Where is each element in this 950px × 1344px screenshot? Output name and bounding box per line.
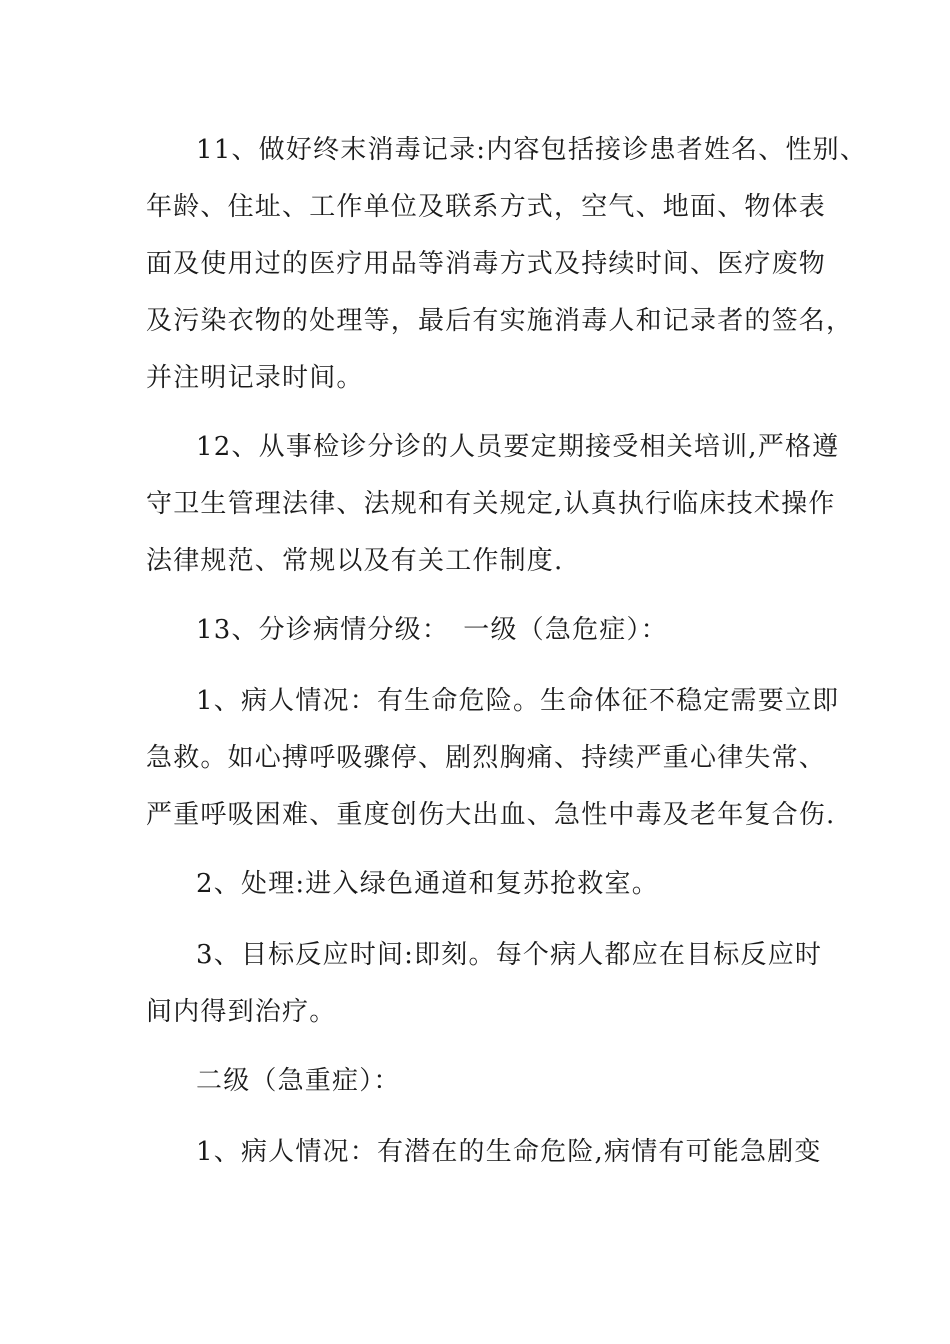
level1-item2-line-1: 2、处理:进入绿色通道和复苏抢救室。 bbox=[196, 869, 659, 899]
level1-item3-line-1: 3、目标反应时间:即刻。每个病人都应在目标反应时 bbox=[196, 940, 823, 970]
level2-item1-line-1: 1、病人情况：有潜在的生命危险,病情有可能急剧变 bbox=[196, 1137, 822, 1167]
paragraph-12-line-2: 守卫生管理法律、法规和有关规定,认真执行临床技术操作 bbox=[146, 489, 836, 519]
paragraph-11-line-2: 年龄、住址、工作单位及联系方式，空气、地面、物体表 bbox=[146, 192, 827, 222]
paragraph-12-line-1: 12、从事检诊分诊的人员要定期接受相关培训,严格遵 bbox=[196, 432, 840, 462]
level1-item3-line-2: 间内得到治疗。 bbox=[146, 997, 337, 1027]
level1-item1-line-2: 急救。如心搏呼吸骤停、剧烈胸痛、持续严重心律失常、 bbox=[146, 743, 827, 773]
paragraph-11-line-5: 并注明记录时间。 bbox=[146, 363, 364, 393]
paragraph-12-line-3: 法律规范、常规以及有关工作制度. bbox=[146, 546, 564, 576]
level2-heading: 二级（急重症）： bbox=[196, 1066, 401, 1096]
paragraph-11-line-1: 11、做好终末消毒记录:内容包括接诊患者姓名、性别、 bbox=[196, 135, 868, 165]
paragraph-13-line-1: 13、分诊病情分级： 一级（急危症）： bbox=[196, 615, 668, 645]
paragraph-11-line-4: 及污染衣物的处理等，最后有实施消毒人和记录者的签名， bbox=[146, 306, 854, 336]
paragraph-11-line-3: 面及使用过的医疗用品等消毒方式及持续时间、医疗废物 bbox=[146, 249, 827, 279]
level1-item1-line-1: 1、病人情况：有生命危险。生命体征不稳定需要立即 bbox=[196, 686, 840, 716]
level1-item1-line-3: 严重呼吸困难、重度创伤大出血、急性中毒及老年复合伤. bbox=[146, 800, 836, 830]
